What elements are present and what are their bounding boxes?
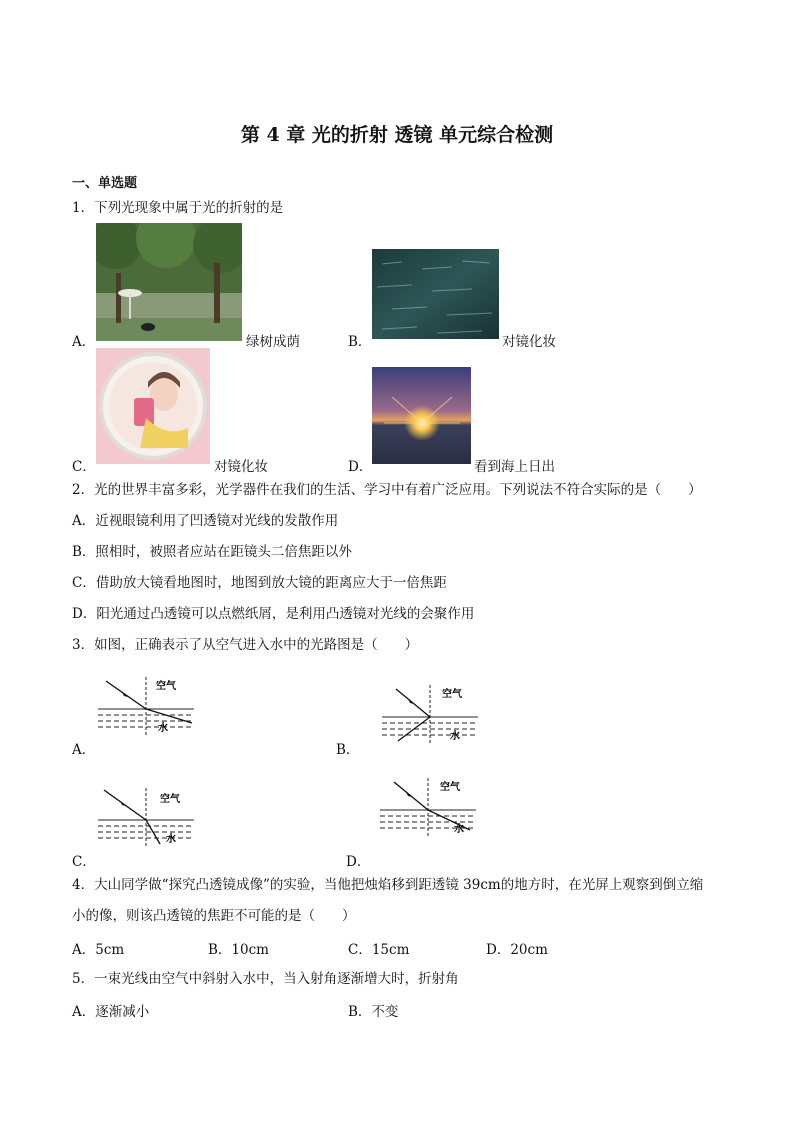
water-label-a: 水 [158, 723, 168, 734]
q1-option-a-letter: A． [72, 334, 96, 350]
q4-option-b: B．10cm [208, 942, 269, 958]
water-label-c: 水 [166, 834, 176, 845]
question-1-stem: 1．下列光现象中属于光的折射的是 [72, 200, 284, 216]
water-label-b: 水 [450, 731, 460, 742]
q1-option-b-caption: 对镜化妆 [502, 334, 556, 350]
question-5-stem: 5．一束光线由空气中斜射入水中，当入射角逐渐增大时，折射角 [72, 971, 459, 987]
page-title: 第 4 章 光的折射 透镜 单元综合检测 [240, 124, 554, 146]
air-label-d: 空气 [440, 782, 460, 793]
q3-option-a-letter: A． [72, 742, 96, 758]
q2-option-b: B．照相时，被照者应站在距镜头二倍焦距以外 [72, 544, 352, 560]
q2-option-d: D．阳光通过凸透镜可以点燃纸屑，是利用凸透镜对光线的会聚作用 [72, 606, 475, 622]
question-4-stem-line1: 4．大山同学做“探究凸透镜成像”的实验，当他把烛焰移到距透镜 39cm的地方时，在光屏上观察到倒立缩 [72, 877, 704, 893]
trees-photo [96, 223, 242, 341]
q1-option-a-caption: 绿树成荫 [246, 334, 300, 350]
q4-option-c: C．15cm [348, 942, 410, 958]
light-path-diagram-c [94, 786, 198, 848]
water-label-d: 水 [454, 824, 464, 835]
q1-option-b-letter: B． [348, 334, 372, 350]
q1-option-c-caption: 对镜化妆 [214, 459, 268, 475]
water-ripples-photo [372, 249, 499, 339]
air-label-a: 空气 [156, 681, 176, 692]
q5-option-a: A．逐渐减小 [72, 1004, 150, 1020]
q3-option-b-letter: B． [336, 742, 360, 758]
q2-option-c: C．借助放大镜看地图时，地图到放大镜的距离应大于一倍焦距 [72, 575, 447, 591]
question-4-stem-line2: 小的像，则该凸透镜的焦距不可能的是（ ） [72, 908, 356, 924]
air-label-b: 空气 [442, 689, 462, 700]
q4-option-d: D．20cm [486, 942, 548, 958]
question-3-stem: 3．如图，正确表示了从空气进入水中的光路图是（ ） [72, 637, 419, 653]
q1-option-d-caption: 看到海上日出 [474, 459, 555, 475]
q1-option-d-letter: D． [348, 459, 373, 475]
light-path-diagram-a [94, 675, 198, 737]
q3-option-c-letter: C． [72, 854, 96, 870]
q1-option-c-letter: C． [72, 459, 96, 475]
q4-option-a: A．5cm [72, 942, 125, 958]
section-heading: 一、单选题 [72, 176, 138, 191]
light-path-diagram-d [376, 776, 480, 838]
q2-option-a: A．近视眼镜利用了凹透镜对光线的发散作用 [72, 513, 339, 529]
q5-option-b: B．不变 [348, 1004, 399, 1020]
light-path-diagram-b [378, 683, 482, 745]
air-label-c: 空气 [160, 794, 180, 805]
question-2-stem: 2．光的世界丰富多彩，光学器件在我们的生活、学习中有着广泛应用。下列说法不符合实际的是（ ） [72, 482, 702, 498]
q3-option-d-letter: D． [346, 854, 371, 870]
sea-sunrise-photo [372, 367, 471, 464]
mirror-makeup-photo [96, 348, 210, 464]
